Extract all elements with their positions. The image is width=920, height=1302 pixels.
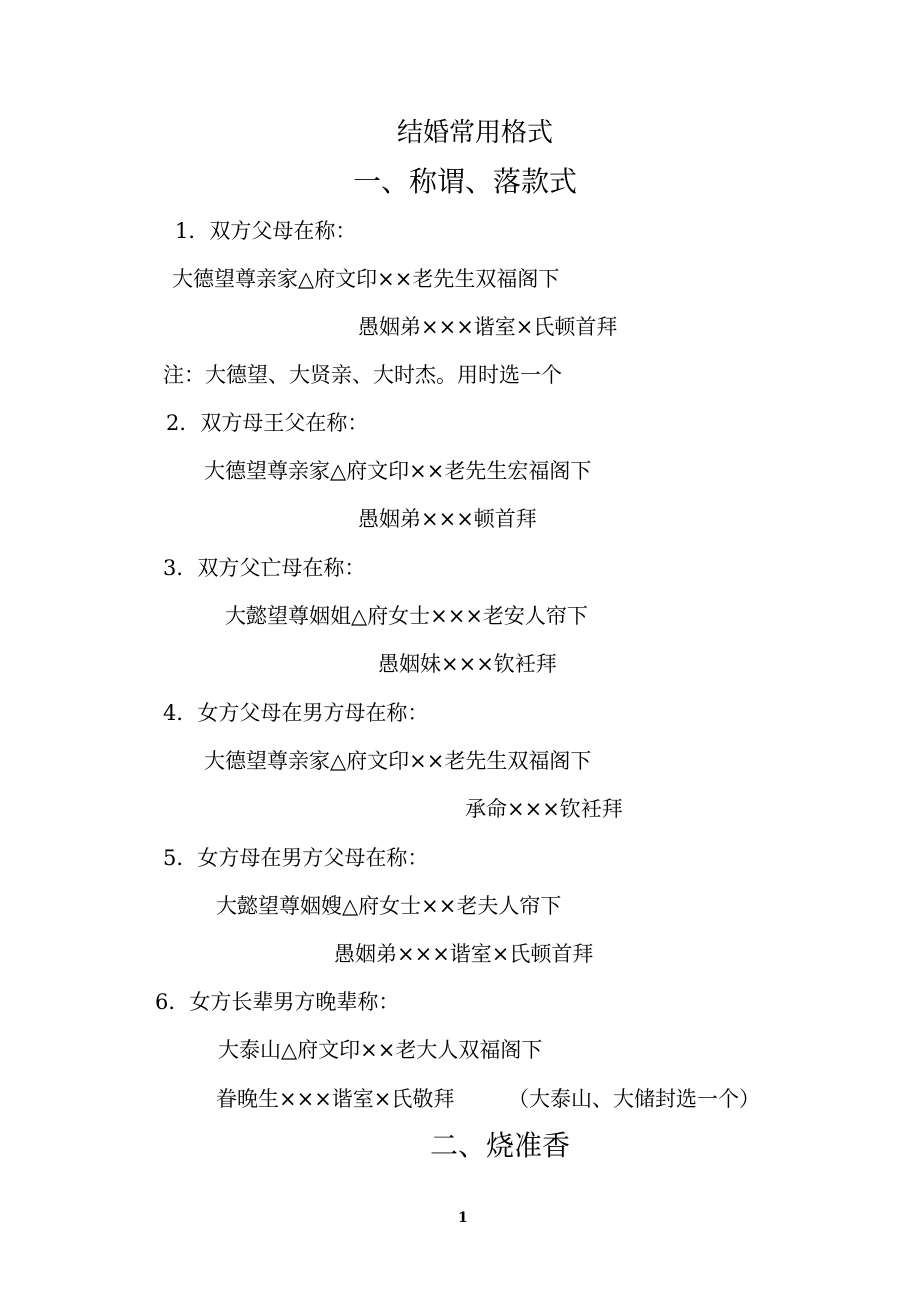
item-address-1: 大德望尊亲家△府文印××老先生双福阁下 xyxy=(172,267,560,291)
note-line: 注：大德望、大贤亲、大时杰。用时选一个 xyxy=(163,363,562,387)
item-signature-3: 愚姻妹×××钦衽拜 xyxy=(378,652,557,676)
item-label-5: 5．女方母在男方父母在称： xyxy=(163,846,429,870)
item-label-3: 3．双方父亡母在称： xyxy=(163,556,366,580)
section-heading-2: 二、烧准香 xyxy=(430,1129,571,1162)
item-label-2: 2．双方母王父在称： xyxy=(166,411,369,435)
item-aside-6: （大泰山、大储封选一个） xyxy=(508,1087,760,1111)
item-label-6: 6．女方长辈男方晚辈称： xyxy=(155,990,400,1014)
item-label-1: 1．双方父母在称： xyxy=(175,219,357,243)
item-label-4: 4．女方父母在男方母在称： xyxy=(163,701,429,725)
page-number: 1 xyxy=(458,1210,468,1226)
item-signature-6: 眷晚生×××谐室×氏敬拜 xyxy=(216,1087,455,1111)
item-signature-2: 愚姻弟×××顿首拜 xyxy=(358,507,537,531)
document-title: 结婚常用格式 xyxy=(397,118,554,148)
item-signature-5: 愚姻弟×××谐室×氏顿首拜 xyxy=(334,942,594,966)
item-address-4: 大德望尊亲家△府文印××老先生双福阁下 xyxy=(204,749,592,773)
section-heading-1: 一、称谓、落款式 xyxy=(353,165,578,198)
item-address-3: 大懿望尊姻姐△府女士×××老安人帘下 xyxy=(225,604,588,628)
item-address-6: 大泰山△府文印××老大人双福阁下 xyxy=(218,1038,543,1062)
item-signature-4: 承命×××钦衽拜 xyxy=(465,797,623,821)
item-address-5: 大懿望尊姻嫂△府女士××老夫人帘下 xyxy=(216,894,562,918)
item-address-2: 大德望尊亲家△府文印××老先生宏福阁下 xyxy=(204,459,592,483)
item-signature-1: 愚姻弟×××谐室×氏顿首拜 xyxy=(358,315,618,339)
